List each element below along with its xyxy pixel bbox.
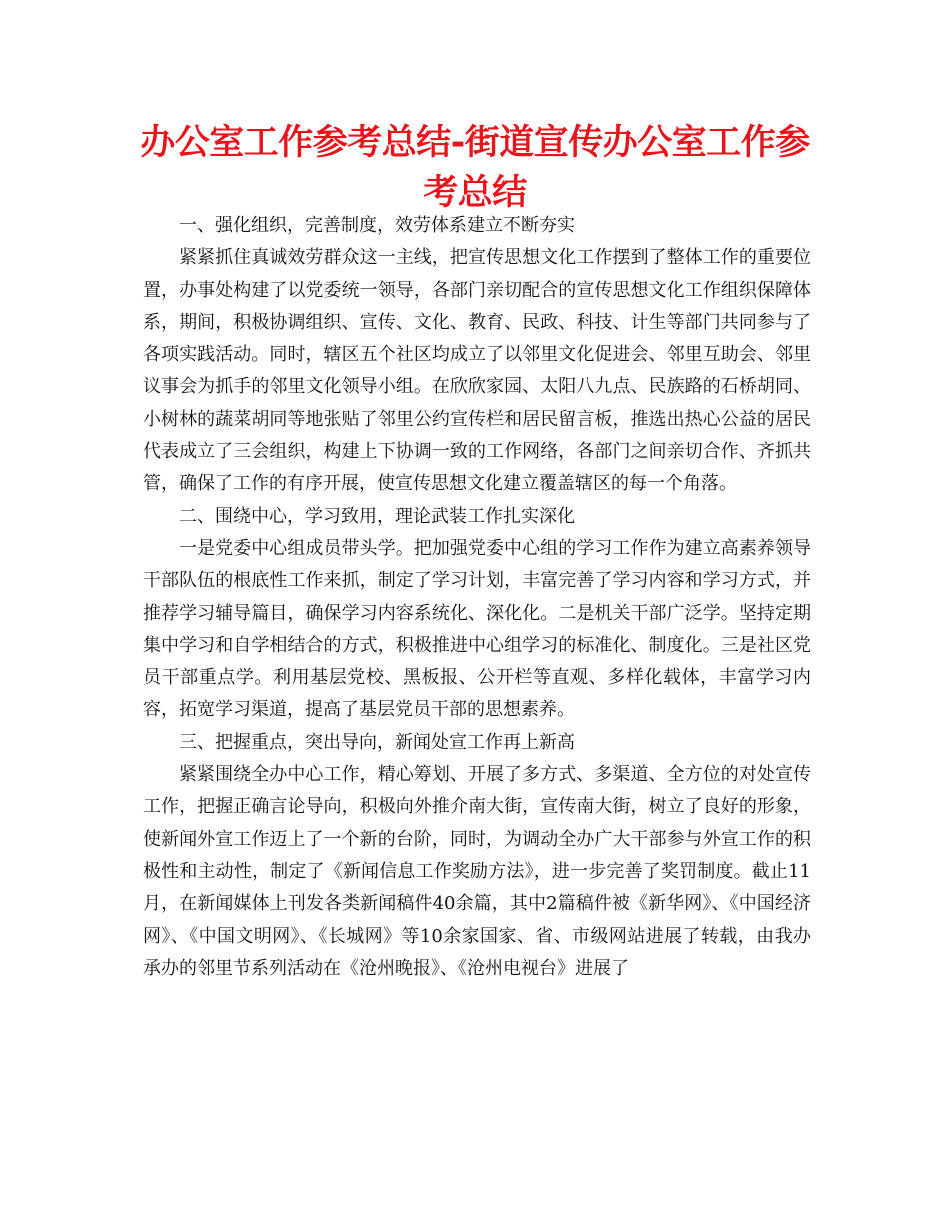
section-heading-3: 三、把握重点，突出导向，新闻处宣工作再上新高 (179, 731, 575, 753)
section-paragraph-2: 一是党委中心组成员带头学。把加强党委中心组的学习工作作为建立高素养领导干部队伍的根底性工作来抓，制定了学习计划，丰富完善了学习内容和学习方式，并推荐学习辅导篇目，确保学习内容系统化、深化化。二是机关干部广泛学。坚持定期集中学习和自学相结合的方式，积极推进中心组学习的标准化、制度化。三是社区党员干部重点学。利用基层党校、黑板报、公开栏等直观、多样化载体，丰富学习内容，拓宽学习渠道，提高了基层党员干部的思想素养。 (143, 537, 811, 721)
section-heading-1: 一、强化组织，完善制度，效劳体系建立不断夯实 (179, 215, 575, 236)
document-title: 办公室工作参考总结-街道宣传办公室工作参考总结 (140, 123, 810, 213)
section-paragraph-1: 紧紧抓住真诚效劳群众这一主线，把宣传思想文化工作摆到了整体工作的重要位置，办事处构建了以党委统一领导，各部门亲切配合的宣传思想文化工作组织保障体系，期间，积极协调组织、宣传、文化、教育、民政、科技、计生等部门共同参与了各项实践活动。同时，辖区五个社区均成立了以邻里文化促进会、邻里互助会、邻里议事会为抓手的邻里文化领导小组。在欣欣家园、太阳八九点、民族路的石桥胡同、小树林的蔬菜胡同等地张贴了邻里公约宣传栏和居民留言板，推选出热心公益的居民代表成立了三会组织，构建上下协调一致的工作网络，各部门之间亲切合作、齐抓共管，确保了工作的有序开展，使宣传思想文化建立覆盖辖区的每一个角落。 (143, 247, 811, 495)
section-heading-2: 二、围绕中心，学习致用，理论武装工作扎实深化 (179, 505, 575, 527)
section-paragraph-3: 紧紧围绕全办中心工作，精心筹划、开展了多方式、多渠道、全方位的对处宣传工作，把握正确言论导向，积极向外推介南大街，宣传南大街，树立了良好的形象，使新闻外宣工作迈上了一个新的台阶，同时，为调动全办广大干部参与外宣工作的积极性和主动性，制定了《新闻信息工作奖励方法》，进一步完善了奖罚制度。截止11月，在新闻媒体上刊发各类新闻稿件40余篇，其中2篇稿件被《新华网》、《中国经济网》、《中国文明网》、《长城网》等10余家国家、省、市级网站进展了转载，由我办承办的邻里节系列活动在《沧州晚报》、《沧州电视台》进展了 (143, 764, 811, 979)
document-body (143, 210, 811, 985)
